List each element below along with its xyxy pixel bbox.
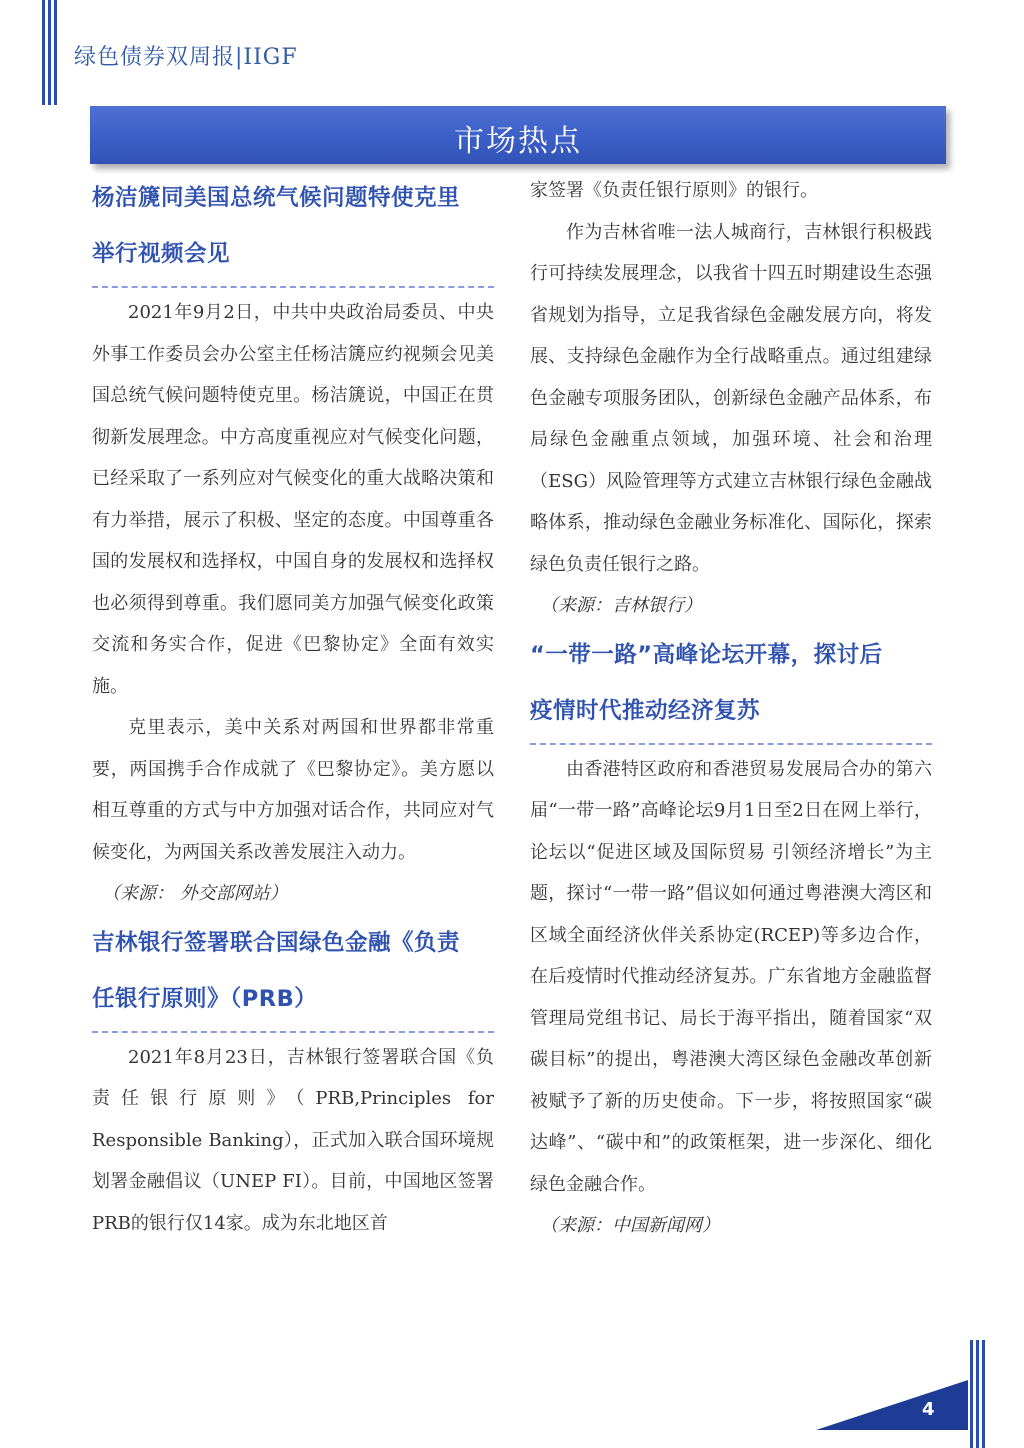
header-bar-2	[48, 0, 51, 105]
article-source: （来源： 外交部网站）	[102, 883, 288, 904]
footer-bar-2	[976, 1340, 979, 1448]
article-source: （来源：吉林银行）	[540, 595, 702, 616]
article-source: （来源：中国新闻网）	[540, 1215, 720, 1236]
article-belt-road-forum	[530, 627, 932, 1247]
title-divider	[92, 286, 494, 288]
article-title-line: “一带一路”高峰论坛开幕，探讨后	[530, 641, 883, 668]
section-banner	[90, 106, 946, 164]
title-divider	[92, 1031, 494, 1033]
article-paragraph: 2021年8月23日，吉林银行签署联合国《负责任银行原则》（PRB,Principles for Responsible Banking），正式加入联合国环境规划署金融倡议（UNEP FI）。目前，中国地区签署PRB的银行仅14家。成为东北地区首	[92, 1046, 494, 1234]
footer-bar-1	[970, 1340, 973, 1448]
banner-title: 市场热点	[454, 124, 582, 159]
article-jilin-bank-continued	[530, 170, 932, 627]
page-number: 4	[922, 1399, 935, 1420]
article-paragraph: 克里表示，美中关系对两国和世界都非常重要，两国携手合作成就了《巴黎协定》。美方愿以相互尊重的方式与中方加强对话合作，共同应对气候变化，为两国关系改善发展注入动力。	[92, 717, 494, 863]
article-paragraph: 2021年9月2日，中共中央政治局委员、中央外事工作委员会办公室主任杨洁篪应约视频会见美国总统气候问题特使克里。杨洁篪说，中国正在贯彻新发展理念。中方高度重视应对气候变化问题，已经采取了一系列应对气候变化的重大战略决策和有力举措，展示了积极、坚定的态度。中国尊重各国的发展权和选择权，中国自身的发展权和选择权也必须得到尊重。我们愿同美方加强气候变化政策交流和务实合作，促进《巴黎协定》全面有效实施。	[92, 302, 494, 697]
article-title-line: 举行视频会见	[92, 241, 231, 267]
title-divider	[530, 743, 932, 745]
article-paragraph: 家签署《负责任银行原则》的银行。	[530, 180, 818, 201]
footer-triangle	[816, 1380, 968, 1430]
article-paragraph: 作为吉林省唯一法人城商行，吉林银行积极践行可持续发展理念，以我省十四五时期建设生态强省规划为指导，立足我省绿色金融发展方向，将发展、支持绿色金融作为全行战略重点。通过组建绿色金融专项服务团队，创新绿色金融产品体系，布局绿色金融重点领域，加强环境、社会和治理（ESG）风险管理等方式建立吉林银行绿色金融战略体系，推动绿色金融业务标准化、国际化，探索绿色负责任银行之路。	[530, 221, 932, 575]
right-column	[530, 170, 932, 1247]
article-title-line: 任银行原则》（PRB）	[92, 985, 318, 1012]
header-bar-3	[54, 0, 57, 105]
article-title-line: 吉林银行签署联合国绿色金融《负责	[92, 929, 461, 956]
article-paragraph: 由香港特区政府和香港贸易发展局合办的第六届“一带一路”高峰论坛9月1日至2日在网上举行，论坛以“促进区域及国际贸易 引领经济增长”为主题，探讨“一带一路”倡议如何通过粤港澳大湾区和区域全面经济伙伴关系协定(RCEP)等多边合作，在后疫情时代推动经济复苏。广东省地方金融监督管理局党组书记、局长于海平指出，随着国家“双碳目标”的提出，粤港澳大湾区绿色金融改革创新被赋予了新的历史使命。下一步，将按照国家“碳达峰”、“碳中和”的政策框架，进一步深化、细化绿色金融合作。	[530, 758, 932, 1195]
article-yang-kerry	[92, 170, 494, 915]
article-title-line: 疫情时代推动经济复苏	[530, 697, 761, 724]
header-bar-1	[42, 0, 45, 105]
left-column	[92, 170, 494, 1244]
article-jilin-bank	[92, 915, 494, 1245]
footer-bar-3	[982, 1340, 985, 1448]
article-title-line: 杨洁篪同美国总统气候问题特使克里	[92, 185, 461, 211]
header-title: 绿色债券双周报|IIGF	[74, 45, 298, 70]
